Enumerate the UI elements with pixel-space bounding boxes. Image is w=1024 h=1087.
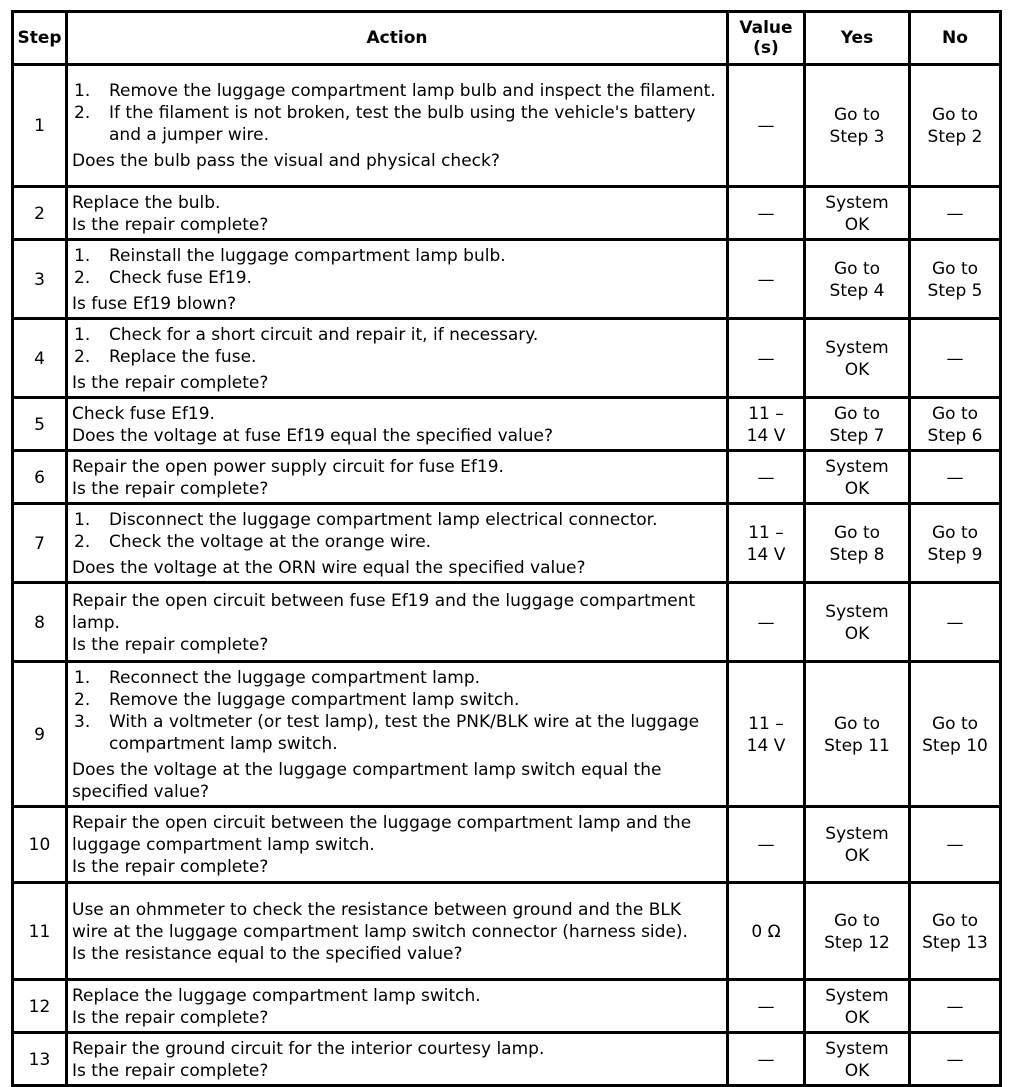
action-list-number: 2. [74,531,91,552]
action-list-number: 1. [74,81,91,101]
action-cell [67,240,728,319]
table-row [13,662,1001,807]
step-header: Step [13,12,67,65]
action-list-number: 2. [74,267,91,288]
step-number: 7 [13,504,67,583]
action-list-item [72,711,722,755]
action-list-number: 1. [74,509,91,530]
action-list-item [72,689,722,711]
value-cell: — [728,65,805,187]
step-number: 8 [13,583,67,662]
action-list-text: Check for a short circuit and repair it, if necessary. [109,324,539,345]
value-header: Value (s) [728,12,805,65]
no-cell: Go to Step 13 [910,883,1001,980]
action-cell [67,662,728,807]
action-list-text: Remove the luggage compartment lamp bulb and inspect the filament. [109,81,716,101]
no-cell: Go to Step 2 [910,65,1001,187]
action-list-text: Replace the fuse. [109,346,257,367]
no-header: No [910,12,1001,65]
action-text: Does the voltage at fuse Ef19 equal the specified value? [72,425,554,446]
action-list-number: 1. [74,324,91,345]
action-list-text: Disconnect the luggage compartment lamp electrical connector. [109,509,658,530]
step-number: 6 [13,451,67,504]
step-number: 9 [13,662,67,807]
action-text: Does the voltage at the luggage compartment lamp switch equal the specified value? [72,759,662,802]
action-text: Replace the bulb. [72,192,221,213]
table-row [13,1033,1001,1086]
action-text: Use an ohmmeter to check the resistance between ground and the BLK wire at the luggage compartment lamp switch connector (harness side). [72,899,688,942]
yes-cell: System OK [805,451,910,504]
value-cell: — [728,807,805,883]
table-row [13,980,1001,1033]
action-list-number: 2. [74,689,91,710]
action-list-item [72,80,722,102]
step-number: 13 [13,1033,67,1086]
action-list-text: Check the voltage at the orange wire. [109,531,432,552]
no-cell: Go to Step 6 [910,398,1001,451]
action-text: Is the resistance equal to the specified value? [72,943,463,964]
action-cell [67,583,728,662]
action-list-item [72,346,722,368]
step-number: 4 [13,319,67,398]
action-list-text: Remove the luggage compartment lamp switch. [109,689,520,710]
action-text: Is the repair complete? [72,634,269,655]
step-number: 11 [13,883,67,980]
value-cell: 0 Ω [728,883,805,980]
no-cell: Go to Step 9 [910,504,1001,583]
action-text: Replace the luggage compartment lamp switch. [72,985,481,1006]
no-cell: — [910,980,1001,1033]
no-cell: — [910,1033,1001,1086]
action-cell [67,65,728,187]
action-header: Action [67,12,728,65]
action-list-number: 1. [74,245,91,266]
value-cell: 11 – 14 V [728,662,805,807]
yes-cell: System OK [805,583,910,662]
yes-cell: System OK [805,187,910,240]
table-row [13,187,1001,240]
step-number: 1 [13,65,67,187]
no-cell: — [910,319,1001,398]
action-text: Check fuse Ef19. [72,403,215,424]
table-row [13,240,1001,319]
no-cell: — [910,187,1001,240]
action-cell [67,807,728,883]
action-cell [67,883,728,980]
value-cell: 11 – 14 V [728,398,805,451]
no-cell: — [910,451,1001,504]
value-cell: — [728,319,805,398]
value-cell: — [728,240,805,319]
yes-cell: Go to Step 4 [805,240,910,319]
step-number: 3 [13,240,67,319]
action-text: Does the voltage at the ORN wire equal the specified value? [72,557,586,578]
action-cell [67,451,728,504]
action-text: Repair the open circuit between the luggage compartment lamp and the luggage compartment lamp switch. [72,813,692,855]
header-row [13,12,1001,65]
yes-cell: Go to Step 11 [805,662,910,807]
action-list-text: Reconnect the luggage compartment lamp. [109,667,481,688]
no-cell: Go to Step 5 [910,240,1001,319]
action-cell [67,980,728,1033]
action-text: Repair the open power supply circuit for fuse Ef19. [72,456,504,477]
value-cell: — [728,1033,805,1086]
action-text: Does the bulb pass the visual and physical check? [72,151,500,171]
action-text: Is the repair complete? [72,857,269,877]
step-number: 10 [13,807,67,883]
action-text: Is the repair complete? [72,214,269,235]
action-cell [67,187,728,240]
yes-cell: System OK [805,980,910,1033]
action-cell [67,319,728,398]
yes-cell: Go to Step 3 [805,65,910,187]
action-cell [67,504,728,583]
action-list-item [72,531,722,553]
diagnostic-table [11,10,1002,1087]
value-cell: — [728,583,805,662]
action-cell [67,398,728,451]
value-cell: — [728,451,805,504]
yes-cell: Go to Step 7 [805,398,910,451]
action-list-item [72,324,722,346]
action-list-text: Reinstall the luggage compartment lamp bulb. [109,245,506,266]
action-list-number: 2. [74,103,91,123]
action-list-item [72,102,722,146]
action-list-item [72,667,722,689]
step-number: 12 [13,980,67,1033]
action-text: Is the repair complete? [72,1060,269,1081]
yes-cell: System OK [805,319,910,398]
action-list-item [72,267,722,289]
action-text: Is fuse Ef19 blown? [72,293,237,314]
action-list-text: With a voltmeter (or test lamp), test the PNK/BLK wire at the luggage compartment lamp switch. [109,711,700,754]
action-list-number: 3. [74,711,91,732]
action-text: Repair the ground circuit for the interior courtesy lamp. [72,1038,545,1059]
action-cell [67,1033,728,1086]
table-row [13,319,1001,398]
table-row [13,583,1001,662]
value-cell: — [728,980,805,1033]
action-text: Is the repair complete? [72,372,269,393]
action-list-text: If the filament is not broken, test the bulb using the vehicle's battery and a jumper wire. [109,103,696,145]
no-cell: — [910,807,1001,883]
action-text: Repair the open circuit between fuse Ef19 and the luggage compartment lamp. [72,590,696,633]
no-cell: — [910,583,1001,662]
table-row [13,451,1001,504]
yes-header: Yes [805,12,910,65]
table-row [13,398,1001,451]
yes-cell: System OK [805,807,910,883]
action-list-item [72,509,722,531]
table-row [13,807,1001,883]
table-row [13,883,1001,980]
value-cell: — [728,187,805,240]
yes-cell: Go to Step 8 [805,504,910,583]
table-row [13,504,1001,583]
table-row [13,65,1001,187]
no-cell: Go to Step 10 [910,662,1001,807]
step-number: 2 [13,187,67,240]
value-cell: 11 – 14 V [728,504,805,583]
yes-cell: Go to Step 12 [805,883,910,980]
action-list-number: 2. [74,346,91,367]
diagnostic-table-container [11,10,999,1087]
action-list-number: 1. [74,667,91,688]
table-body [13,65,1001,1086]
action-list-text: Check fuse Ef19. [109,267,252,288]
action-text: Is the repair complete? [72,1007,269,1028]
step-number: 5 [13,398,67,451]
yes-cell: System OK [805,1033,910,1086]
action-text: Is the repair complete? [72,478,269,499]
action-list-item [72,245,722,267]
